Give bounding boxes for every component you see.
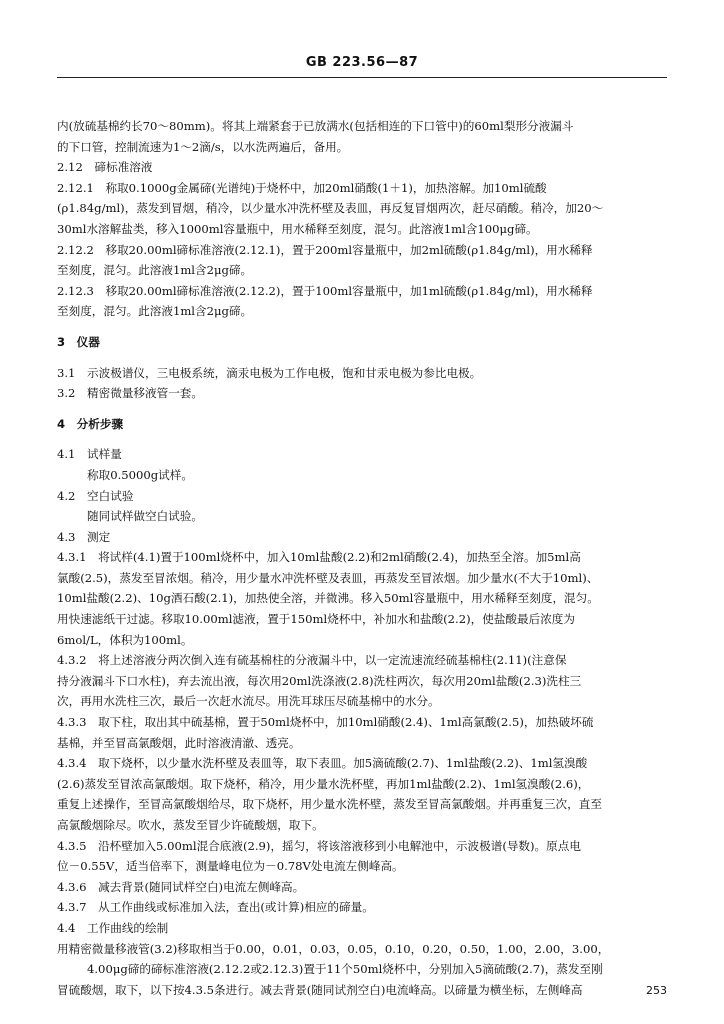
paragraph-line: 4.00μg碲的碲标准溶液(2.12.2或2.12.3)置于11个50ml烧杯中，分别加入5滴硫酸(2.7)，蒸发至刚 bbox=[87, 962, 603, 977]
paragraph-line: 内(放硫基棉约长70～80mm)。将其上端紧套于已放满水(包括相连的下口管中)的60ml梨形分液漏斗 bbox=[57, 119, 574, 133]
paragraph-line: 重复上述操作，至冒高氯酸烟给尽，取下烧杯，用少量水洗杯壁，蒸发至冒高氯酸烟。并再重复三次，直至 bbox=[57, 797, 602, 812]
paragraph-line: 持分液漏斗下口水柱)，弃去流出液，每次用20ml洗涤液(2.8)洗柱两次，每次用20ml盐酸(2.3)洗柱三 bbox=[57, 673, 582, 688]
paragraph-line: 4.3.5 沿杯壁加入5.00ml混合底液(2.9)，摇匀，将该溶液移到小电解池中，示波极谱(导数)。原点电 bbox=[57, 838, 581, 853]
paragraph-line: 称取0.5000g试样。 bbox=[87, 467, 193, 482]
paragraph-line: 的下口管，控制流速为1～2滴/s，以水洗两遍后，备用。 bbox=[57, 139, 349, 154]
paragraph-line: 4.3.3 取下柱，取出其中硫基棉，置于50ml烧杯中，加10ml硝酸(2.4)、1ml高氯酸(2.5)，加热破坏硫 bbox=[57, 715, 594, 730]
paragraph-line: 30ml水溶解盐类，移入1000ml容量瓶中，用水稀释至刻度，混匀。此溶液1ml含100μg碲。 bbox=[57, 221, 538, 236]
header-rule bbox=[57, 77, 667, 78]
paragraph-line: 至刻度，混匀。此溶液1ml含2μg碲。 bbox=[57, 304, 253, 319]
paragraph-line: 4.3.4 取下烧杯，以少量水洗杯壁及表皿等，取下表皿。加5滴硫酸(2.7)、1ml盐酸(2.2)、1ml氢溴酸 bbox=[57, 756, 588, 771]
paragraph-line: 4.3.2 将上述溶液分两次倒入连有硫基棉柱的分液漏斗中，以一定流速流经硫基棉柱(2.11)(注意保 bbox=[57, 653, 567, 668]
paragraph-line: 4.3.1 将试样(4.1)置于100ml烧杯中，加入10ml盐酸(2.2)和2ml硝酸(2.4)，加热至全溶。加5ml高 bbox=[57, 550, 581, 565]
paragraph-line: 至刻度，混匀。此溶液1ml含2μg碲。 bbox=[57, 263, 253, 278]
paragraph-line: 10ml盐酸(2.2)、10g酒石酸(2.1)，加热使全溶，并微沸。移入50ml容量瓶中，用水稀释至刻度，混匀。 bbox=[57, 591, 599, 606]
paragraph-line: 次，再用水洗柱三次，最后一次赶水流尽。用洗耳球压尽硫基棉中的水分。 bbox=[57, 694, 440, 709]
document-body bbox=[57, 116, 667, 1000]
paragraph-line: 高氯酸烟除尽。吹水，蒸发至冒少许硫酸烟，取下。 bbox=[57, 818, 324, 832]
paragraph-line: 3.1 示波极谱仪，三电极系统，滴汞电极为工作电极，饱和甘汞电极为参比电极。 bbox=[57, 365, 482, 380]
paragraph-line: 4.3.6 减去背景(随同试样空白)电流左侧峰高。 bbox=[57, 879, 305, 894]
paragraph-line: 2.12.3 移取20.00ml碲标准溶液(2.12.2)，置于100ml容量瓶中，加1ml硫酸(ρ1.84g/ml)，用水稀释 bbox=[57, 283, 593, 298]
page-number: 253 bbox=[646, 984, 667, 997]
paragraph-line: 6mol/L，体积为100ml。 bbox=[57, 632, 193, 647]
paragraph-line: 位－0.55V，适当倍率下，测量峰电位为－0.78V处电流左侧峰高。 bbox=[57, 859, 404, 874]
paragraph-line: 4.3.7 从工作曲线或标准加入法，查出(或计算)相应的碲量。 bbox=[57, 900, 374, 915]
paragraph-line: 氯酸(2.5)，蒸发至冒浓烟。稍冷，用少量水冲洗杯壁及表皿，再蒸发至冒浓烟。加少量水(不大于10ml)、 bbox=[57, 570, 599, 585]
paragraph-line: (ρ1.84g/ml)，蒸发到冒烟，稍冷，以少量水冲洗杯壁及表皿，再反复冒烟两次，赶尽硝酸。稍冷，加20～ bbox=[57, 201, 604, 216]
paragraph-line: (2.6)蒸发至冒浓高氯酸烟。取下烧杯，稍冷，用少量水洗杯壁，再加1ml盐酸(2.2)、1ml氢溴酸(2.6)， bbox=[57, 776, 590, 791]
paragraph-line: 2.12.1 称取0.1000g金属碲(光谱纯)于烧杯中，加20ml硝酸(1＋1)，加热溶解。加10ml硫酸 bbox=[57, 180, 547, 195]
section-heading: 3 仪器 bbox=[57, 334, 100, 349]
section-heading: 4 分析步骤 bbox=[57, 416, 124, 431]
paragraph-line: 2.12.2 移取20.00ml碲标准溶液(2.12.1)，置于200ml容量瓶中，加2ml硫酸(ρ1.84g/ml)，用水稀释 bbox=[57, 242, 593, 257]
paragraph-line: 4.4 工作曲线的绘制 bbox=[57, 920, 169, 935]
standard-code-header: GB 223.56—87 bbox=[305, 55, 419, 70]
paragraph-line: 用快速滤纸干过滤。移取10.00ml滤液，置于150ml烧杯中，补加水和盐酸(2.2)，使盐酸最后浓度为 bbox=[57, 612, 575, 627]
paragraph-line: 3.2 精密微量移液管一套。 bbox=[57, 386, 203, 401]
paragraph-line: 随同试样做空白试验。 bbox=[87, 509, 203, 524]
subsection-heading: 用精密微量移液管(3.2)移取相当于0.00，0.01，0.03，0.05，0.10，0.20，0.50，1.00，2.00，3.00， bbox=[57, 941, 610, 956]
paragraph-line: 冒硫酸烟，取下，以下按4.3.5条进行。减去背景(随同试剂空白)电流峰高。以碲量为横坐标，左侧峰高 bbox=[57, 982, 583, 997]
subsection-heading: 4.1 试样量 bbox=[57, 447, 122, 462]
subsection-heading: 4.2 空白试验 bbox=[57, 488, 134, 503]
paragraph-line: 基棉，并至冒高氯酸烟，此时溶液清澈、透亮。 bbox=[57, 735, 301, 750]
subsection-heading: 4.3 测定 bbox=[57, 529, 111, 544]
section-heading: 2.12 碲标准溶液 bbox=[57, 160, 153, 175]
